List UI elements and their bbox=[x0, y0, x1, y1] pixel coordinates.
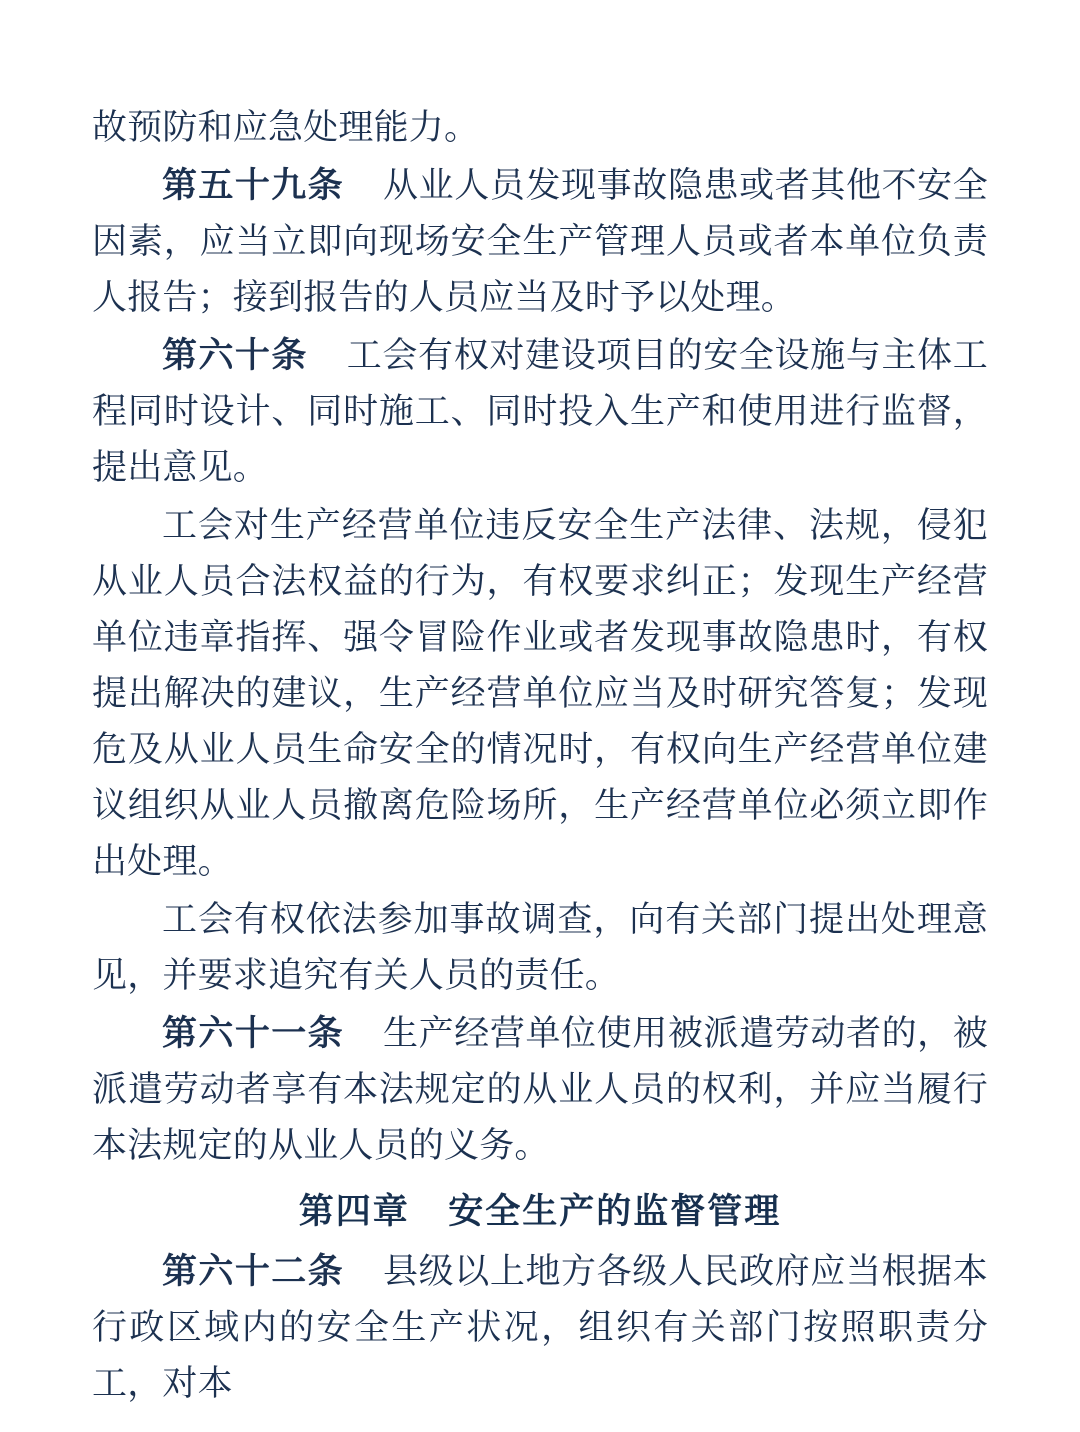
paragraph-article-60-3 bbox=[92, 892, 988, 1004]
paragraph-article-61 bbox=[92, 1006, 988, 1174]
paragraph-text: 从业人员发现事故隐患或者其他不安全因素，应当立即向现场安全生产管理人员或者本单位负责人报告；接到报告的人员应当及时予以处理。 bbox=[92, 166, 988, 318]
paragraph-text: 生产经营单位使用被派遣劳动者的，被派遣劳动者享有本法规定的从业人员的权利，并应当履行本法规定的从业人员的义务。 bbox=[92, 1014, 988, 1166]
article-label: 第六十一条 bbox=[162, 1013, 345, 1054]
paragraph-article-59 bbox=[92, 158, 988, 326]
paragraph-text: 县级以上地方各级人民政府应当根据本行政区域内的安全生产状况，组织有关部门按照职责分工，对本 bbox=[92, 1252, 988, 1404]
chapter-title: 安全生产的监督管理 bbox=[448, 1191, 782, 1232]
article-label: 第六十二条 bbox=[162, 1251, 345, 1292]
paragraph-article-60 bbox=[92, 328, 988, 496]
paragraph-text: 工会对生产经营单位违反安全生产法律、法规，侵犯从业人员合法权益的行为，有权要求纠正；发现生产经营单位违章指挥、强令冒险作业或者发现事故隐患时，有权提出解决的建议，生产经营单位应当及时研究答复；发现危及从业人员生命安全的情况时，有权向生产经营单位建议组织从业人员撤离危险场所，生产经营单位必须立即作出处理。 bbox=[92, 506, 988, 882]
paragraph-text: 故预防和应急处理能力。 bbox=[92, 108, 480, 148]
chapter-number: 第四章 bbox=[298, 1191, 410, 1232]
document-body bbox=[92, 100, 988, 1412]
paragraph-text: 工会有权依法参加事故调查，向有关部门提出处理意见，并要求追究有关人员的责任。 bbox=[92, 900, 988, 996]
paragraph-article-62 bbox=[92, 1244, 988, 1412]
paragraph-continuation bbox=[92, 100, 988, 156]
paragraph-article-60-2 bbox=[92, 498, 988, 890]
article-label: 第六十条 bbox=[162, 335, 308, 376]
paragraph-text: 工会有权对建设项目的安全设施与主体工程同时设计、同时施工、同时投入生产和使用进行监督，提出意见。 bbox=[92, 336, 988, 488]
chapter-heading bbox=[92, 1184, 988, 1240]
article-label: 第五十九条 bbox=[162, 165, 345, 206]
